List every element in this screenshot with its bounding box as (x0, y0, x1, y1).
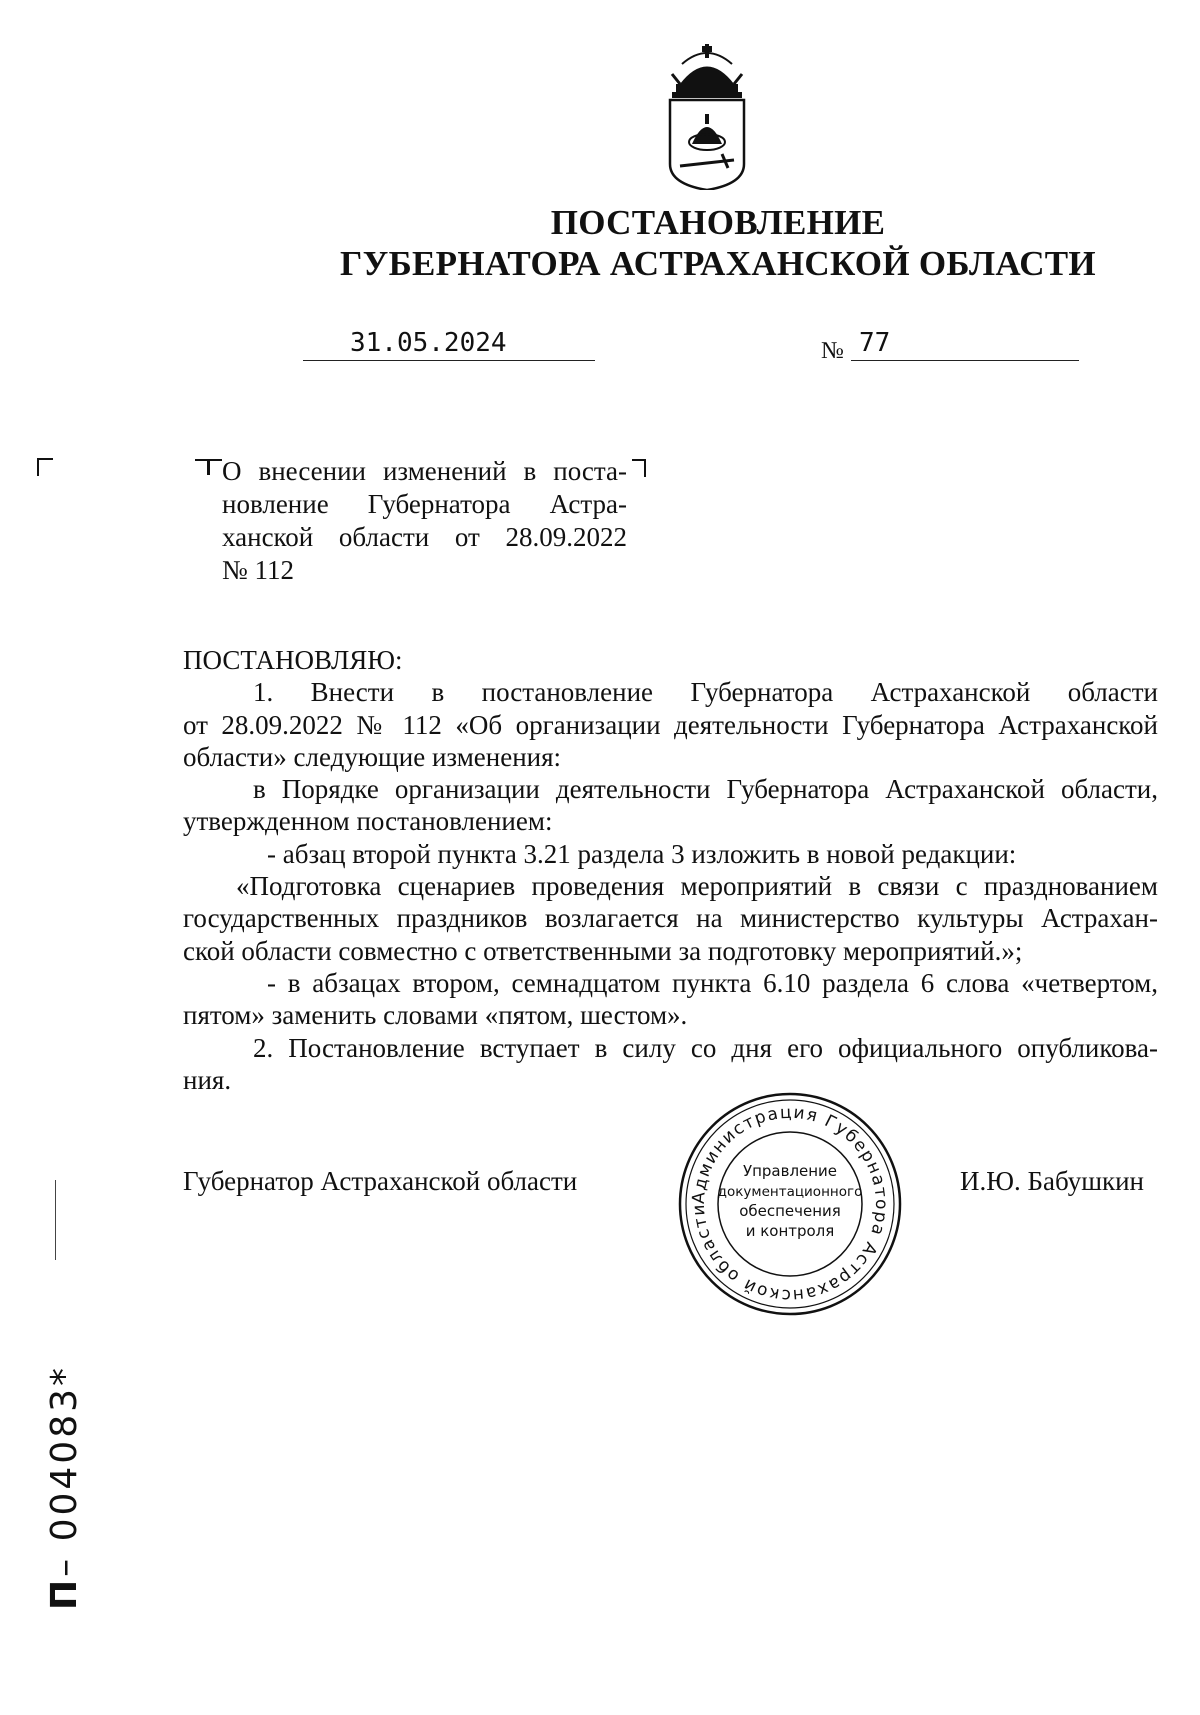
body-line: 2. Постановление вступает в силу со дня его официального опубликова- (253, 1032, 1158, 1063)
subject-line: О внесении изменений в поста- (222, 456, 627, 486)
coat-of-arms-emblem (662, 44, 752, 190)
subject-bracket-right (632, 459, 646, 477)
document-body (183, 644, 1158, 1096)
number-field (851, 328, 1079, 361)
document-number: 77 (859, 328, 891, 358)
margin-corner-mark (37, 458, 53, 476)
subject-line: № 112 (222, 555, 295, 585)
document-serial-code (44, 1365, 85, 1610)
body-line: утвержденном постановлением: (183, 806, 553, 837)
body-line: - в абзацах втором, семнадцатом пункта 6.10 раздела 6 слова «четвертом, (267, 967, 1158, 998)
seal-center-line: обеспечения (739, 1202, 841, 1220)
body-line: в Порядке организации деятельности Губернатора Астраханской области, (253, 774, 1158, 805)
signatory-position: Губернатор Астраханской области (183, 1166, 578, 1196)
serial-prefix: П (44, 1576, 85, 1610)
serial-mark: * (44, 1364, 85, 1386)
body-line: области» следующие изменения: (183, 741, 562, 772)
seal-center-line: и контроля (745, 1222, 835, 1240)
document-subject (222, 455, 627, 587)
subject-line: новление Губернатора Астра- (222, 489, 627, 519)
body-line: 1. Внести в постановление Губернатора Астраханской области (253, 677, 1158, 708)
signatory-name: И.Ю. Бабушкин (960, 1166, 1145, 1196)
serial-number: – 004083 (44, 1385, 85, 1577)
date-field (303, 328, 595, 361)
seal-center-line: Управление (742, 1162, 838, 1180)
body-line: государственных праздников возлагается на министерство культуры Астрахан- (183, 903, 1158, 934)
body-line: от 28.09.2022 № 112 «Об организации деятельности Губернатора Астраханской (183, 709, 1158, 740)
body-line: ния. (183, 1064, 232, 1095)
decree-heading: ПОСТАНОВЛЯЮ: (183, 645, 403, 675)
body-line: - абзац второй пункта 3.21 раздела 3 изложить в новой редакции: (267, 838, 1017, 869)
document-date: 31.05.2024 (350, 328, 507, 358)
seal-center-line: документационного (717, 1184, 863, 1200)
official-seal-stamp (676, 1090, 904, 1318)
body-line: ской области совместно с ответственными за подготовку мероприятий.»; (183, 935, 1023, 966)
subject-bracket-left-b (208, 459, 222, 475)
seal-ring-text: Администрация Губернатора Астраханской области (688, 1102, 892, 1306)
subject-bracket-left-a (195, 459, 209, 475)
margin-line (55, 1180, 56, 1260)
body-line: «Подготовка сценариев проведения мероприятий в связи с празднованием (236, 871, 1158, 902)
document-title-line2: ГУБЕРНАТОРА АСТРАХАНСКОЙ ОБЛАСТИ (340, 244, 1096, 283)
document-title-line1: ПОСТАНОВЛЕНИЕ (550, 203, 886, 242)
number-label: № (821, 338, 844, 364)
body-line: пятом» заменить словами «пятом, шестом». (183, 1000, 688, 1031)
subject-line: ханской области от 28.09.2022 (222, 522, 627, 552)
